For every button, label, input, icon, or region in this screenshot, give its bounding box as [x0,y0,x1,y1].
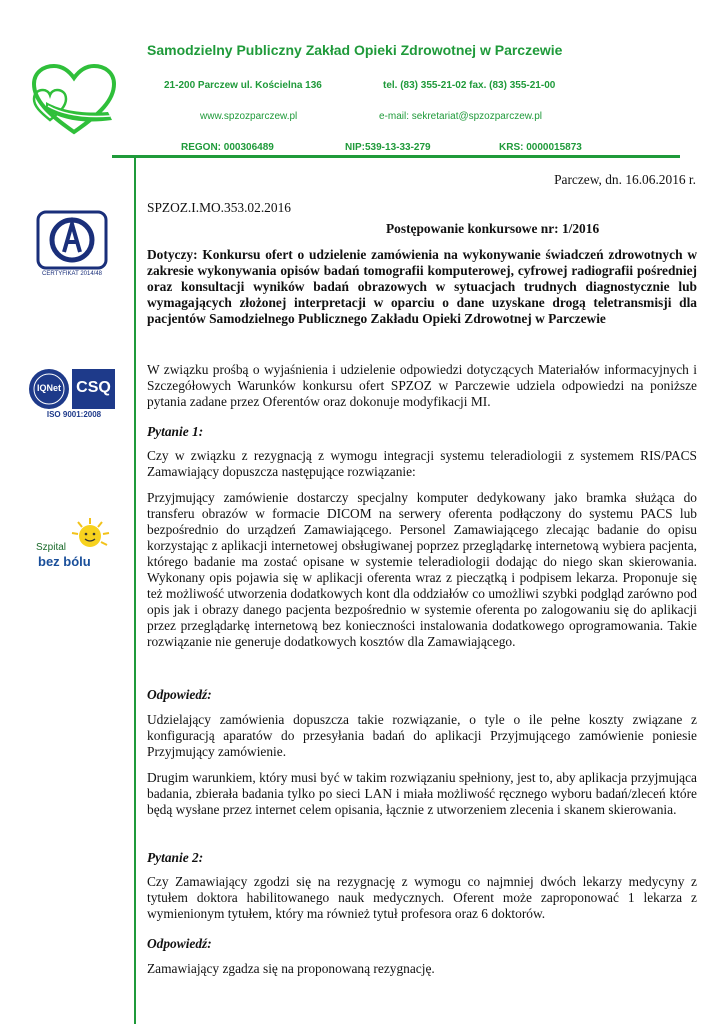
subject-text: Dotyczy: Konkursu ofert o udzielenie zamówienia na wykonywanie świadczeń zdrowotnych w zakresie wykonywania opisów badań tomografii komputerowej, cyfrowej radiografii pośredniej oraz konsultacji wyników badań obrazowych w sytuacjach trudnych diagnostycznie lub wymagających złożonej interpretacji w oparciu o dane uzyskane drogą teletransmisji dla pacjentów Samodzielnego Publicznego Zakładu Opieki Zdrowotnej w Parczewie [147,247,697,326]
document-reference: SPZOZ.I.MO.353.02.2016 [147,200,291,215]
question-1-intro: Czy w związku z rezygnacją z wymogu integracji systemu teleradiologii z systemem RIS/PACS Zamawiający dopuszcza następujące rozwiązanie: [147,448,697,479]
org-krs: KRS: 0000015873 [499,142,582,153]
answer-1-part-2-block [147,770,697,818]
answer-2-label-block [147,936,697,952]
bez-bolu-label: bez bólu [38,554,91,569]
answer-1-part-1: Udzielający zamówienia dopuszcza takie rozwiązanie, o tyle o ile pełne koszty związane z konfiguracją aparatów do przesyłania badań do aplikacji Przyjmującego zamówienie poniesie Przyjmujący zamówienie. [147,712,697,759]
hospital-heart-logo [28,62,120,142]
answer-1-part-1-block [147,712,697,760]
quality-certificate-logo [36,210,108,282]
org-nip: NIP:539-13-33-279 [345,142,431,153]
org-email[interactable]: e-mail: sekretariat@spzozparczew.pl [379,111,542,122]
question-1-label-block [147,424,697,440]
iqnet-label: IQNet [36,383,61,393]
question-2-label: Pytanie 2: [147,850,204,865]
iso-certification-logo [28,368,116,420]
question-1-label: Pytanie 1: [147,424,204,439]
org-name: Samodzielny Publiczny Zakład Opieki Zdrowotnej w Parczewie [147,42,563,58]
answer-1-label: Odpowiedź: [147,687,212,702]
intro-block [147,362,697,410]
intro-text: W związku prośbą o wyjaśnienia i udzielenie odpowiedzi dotyczących Materiałów informacyjnych i Szczegółowych Warunków konkursu ofert SPZOZ w Parczewie udziela odpowiedzi na poniższe pytania zadane przez Oferentów oraz dokonuje modyfikacji MI. [147,362,697,409]
question-1-body-block [147,490,697,650]
document-date: Parczew, dn. 16.06.2016 r. [554,172,696,187]
org-regon: REGON: 000306489 [181,142,274,153]
org-address: 21-200 Parczew ul. Kościelna 136 [164,80,322,91]
answer-2-label: Odpowiedź: [147,936,212,951]
answer-2-body: Zamawiający zgadza się na proponowaną rezygnację. [147,961,435,976]
iso-caption: ISO 9001:2008 [46,410,102,419]
cert-caption: CERTYFIKAT 2014/48 [41,271,103,277]
answer-1-part-2: Drugim warunkiem, który musi być w takim rozwiązaniu spełniony, jest to, aby aplikacja przyjmująca badania, zbierała badania tylko po sieci LAN i miała możliwość ręcznego wyboru badań/zleceń które będą wysłane przez internet celem opisania, łącznie z utworzeniem zlecenia i skanem skierowania. [147,770,697,817]
subject-block [147,247,697,327]
question-2-label-block [147,850,697,866]
csq-label: CSQ [76,379,111,396]
question-2-body: Czy Zamawiający zgodzi się na rezygnację z wymogu co najmniej dwóch lekarzy medycyny z tytułem doktora habilitowanego nauk medycznych. Oferent może zaproponować 1 lekarza z wymienionym tytułem, który ma również tytuł profesora oraz 6 doktorów. [147,874,697,921]
answer-2-body-block [147,961,697,977]
procedure-number: Postępowanie konkursowe nr: 1/2016 [386,221,600,236]
org-website[interactable]: www.spzozparczew.pl [200,111,298,122]
answer-1-label-block [147,687,697,703]
question-1-intro-block [147,448,697,480]
question-1-body: Przyjmujący zamówienie dostarczy specjalny komputer dedykowany jako bramka służąca do transferu obrazów w formacie DICOM na serwery oferenta podłączony do systemu PACS lub bezpośrednio do urządzeń Zamawiającego. Personel Zamawiającego zlecając badanie do opisu korzystając z aplikacji internetowej obsługiwanej poprzez przeglądarkę internetową wybiera pacjenta, którego badanie ma zostać opisane w systemie teleradiologii dodając do niego skan skierowania. Wykonany opis pojawia się w aplikacji oferenta wraz z pieczątką i podpisem lekarza. Proponuje się też możliwość utworzenia dodatkowych kont dla oddziałów co umożliwi szybki podgląd zarówno pod opis jak i obrazy danego pacjenta bezpośrednio w systemie oferenta po zalogowaniu się do aplikacji przez przeglądarkę internetową bez konieczności instalowania dodatkowego oprogramowania. Takie rozwiązanie nie generuje dodatkowych kosztów dla Zamawiającego. [147,490,697,649]
question-2-body-block [147,874,697,922]
margin-divider [134,157,136,1024]
szpital-bez-bolu-logo [34,516,116,572]
org-phone-fax: tel. (83) 355-21-02 fax. (83) 355-21-00 [383,80,556,91]
szpital-label: Szpital [36,542,67,553]
header-divider [112,155,680,158]
